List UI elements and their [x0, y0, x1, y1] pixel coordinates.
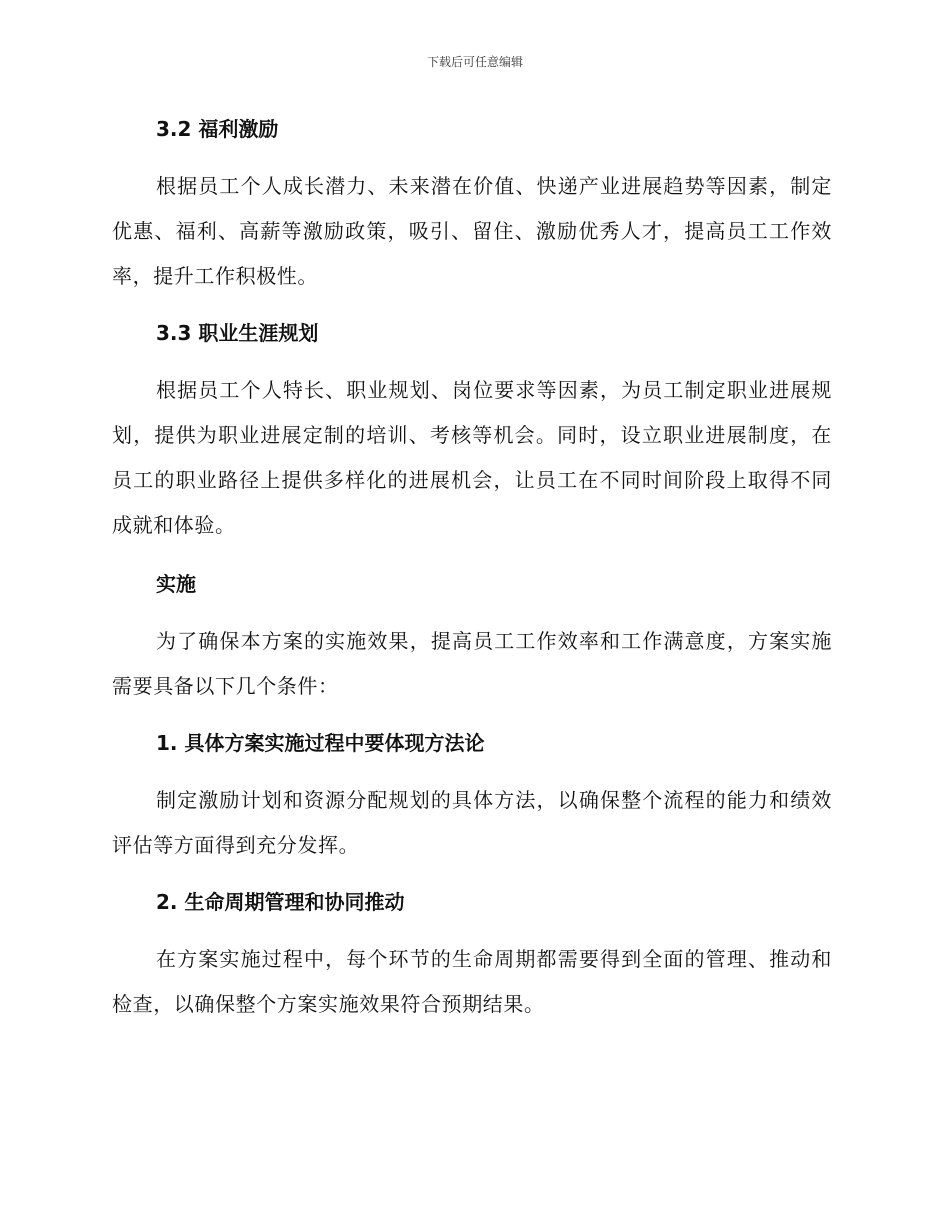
page-header: 下载后可任意编辑 — [426, 55, 523, 69]
section-paragraph-welfare-incentive: 根据员工个人成长潜力、未来潜在价值、快递产业进展趋势等因素，制定优惠、福利、高薪等激励政策，吸引、留住、激励优秀人才，提高员工工作效率，提升工作积极性。 — [112, 174, 832, 288]
section-paragraph-career-planning: 根据员工个人特长、职业规划、岗位要求等因素，为员工制定职业进展规划，提供为职业进展定制的培训、考核等机会。同时，设立职业进展制度，在员工的职业路径上提供多样化的进展机会，让员工在不同时间阶段上取得不同成就和体验。 — [112, 378, 832, 537]
section-paragraph-lifecycle-management: 在方案实施过程中，每个环节的生命周期都需要得到全面的管理、推动和检查，以确保整个方案实施效果符合预期结果。 — [112, 947, 832, 1016]
section-paragraph-implementation: 为了确保本方案的实施效果，提高员工工作效率和工作满意度，方案实施需要具备以下几个条件： — [112, 629, 832, 698]
section-heading-methodology: 1. 具体方案实施过程中要体现方法论 — [156, 731, 485, 755]
section-heading-lifecycle-management: 2. 生命周期管理和协同推动 — [156, 890, 405, 914]
section-paragraph-methodology: 制定激励计划和资源分配规划的具体方法，以确保整个流程的能力和绩效评估等方面得到充分发挥。 — [112, 788, 832, 857]
section-heading-implementation: 实施 — [156, 572, 196, 596]
section-heading-career-planning: 3.3 职业生涯规划 — [156, 321, 319, 345]
section-heading-welfare-incentive: 3.2 福利激励 — [156, 117, 279, 141]
